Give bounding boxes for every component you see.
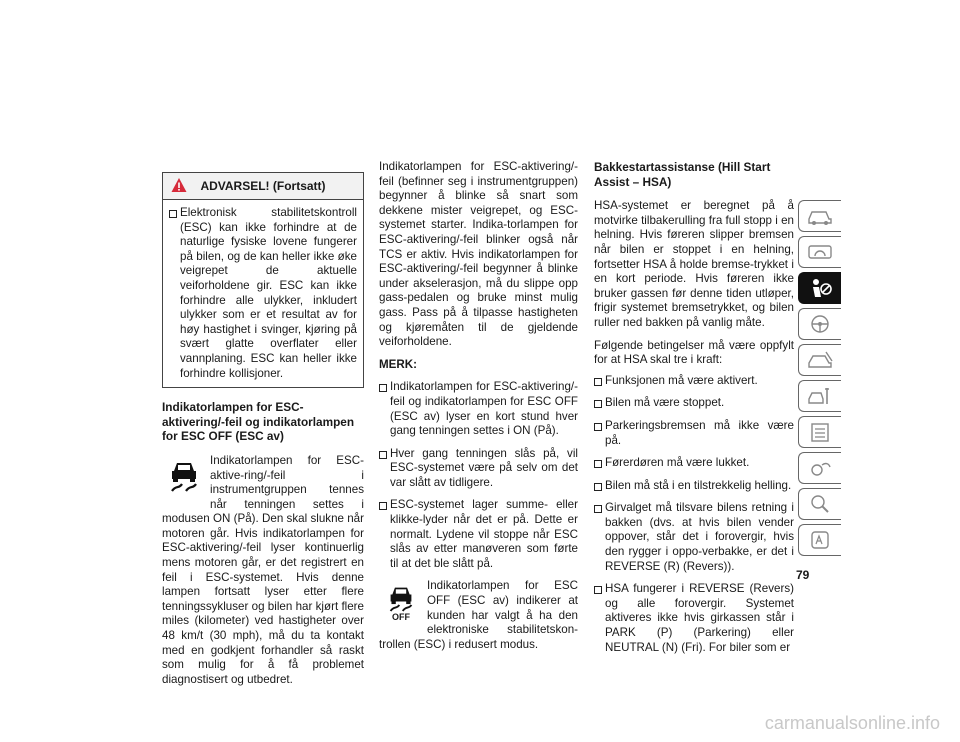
note-item: Indikatorlampen for ESC-aktivering/-feil og indikatorlampen for ESC OFF (ESC av) lyser en kort stund hver gang tenningen settes i ON (På). [379, 380, 578, 438]
condition-item: Funksjonen må være aktivert. [594, 374, 794, 389]
warning-title: ADVARSEL! (Fortsatt) [200, 179, 326, 193]
dashboard-icon [806, 242, 834, 262]
section1-paragraph: Indikatorlampen for ESC-aktive-ring/-feil i instrumentgruppen tennes når tenningen settes i modusen ON (På). Den skal slukne når motoren går. Hvis indikatorlampen for ESC-aktivering/-feil lyser kontinuerlig mens motoren går, er det registrert en feil i ESC-systemet. Hvis denne lampen fortsatt lyser etter flere tenningssykluser og bilen har kjørt flere miles (kilometer) ved hastigheter over 48 km/t (30 mph), må du ta kontakt med en godkjent forhandler så raskt som mulig for å få problemet diagnostisert og utbedret. [162, 453, 364, 686]
column-middle [379, 160, 578, 660]
page-number: 79 [796, 568, 810, 582]
note-item: Hver gang tenningen slås på, vil ESC-systemet være på selv om det var slått av tidligere. [379, 447, 578, 491]
footer-watermark: carmanualsonline.info [764, 713, 940, 733]
esc-off-paragraph: Indikatorlampen for ESC OFF (ESC av) indikerer at kunden har valgt å ha den elektroniske stabilitetskon-trollen (ESC) i redusert modus. [379, 579, 578, 651]
section1-heading: Indikatorlampen for ESC-aktivering/-feil og indikatorlampen for ESC OFF (ESC av) [162, 400, 355, 444]
tab-driving[interactable] [798, 308, 841, 340]
checklist-icon [806, 421, 834, 443]
section3-heading: Bakkestartassistanse (Hill Start Assist – HSA) [594, 160, 771, 189]
note-list [379, 380, 578, 571]
tab-index[interactable] [798, 524, 841, 556]
steering-wheel-icon [806, 313, 834, 335]
warning-header [163, 173, 363, 200]
esc-off-icon [379, 581, 423, 625]
tab-vehicle-info[interactable] [798, 200, 841, 232]
condition-item: Parkeringsbremsen må ikke være på. [594, 419, 794, 448]
esc-off-icon-label: OFF [392, 612, 410, 623]
airbag-person-icon [806, 277, 834, 299]
section3-paragraph1: HSA-systemet er beregnet på å motvirke tilbakerulling fra full stopp i en helning. Hvis føreren slipper bremsen når bilen er stoppet i en helning, fortsetter HSA å holde bremse-trykket i en kort periode. Hvis føreren ikke bruker gassen før denne tiden utløper, frigir systemet bremsetrykket, og bilen ruller ned bakken på vanlig måte. [594, 199, 794, 329]
magnifier-icon [806, 493, 834, 515]
tab-emergency[interactable] [798, 344, 841, 376]
abc-index-icon [806, 529, 834, 551]
esc-warning-icon [162, 456, 206, 496]
condition-item: Førerdøren må være lukket. [594, 456, 794, 471]
tab-instruments[interactable] [798, 236, 841, 268]
note-item: ESC-systemet lager summe- eller klikke-lyder når det er på. Dette er normalt. Lydene vil stoppe når ESC slås av etter manøveren som førte til at det ble slått på. [379, 498, 578, 571]
multimedia-icon [806, 457, 834, 479]
section2-paragraph: Indikatorlampen for ESC-aktivering/-feil (befinner seg i instrumentgruppen) begynner å blinke så snart som dekkene mister veigrepet, og ESC-systemet starter. Indika-torlampen for ESC-aktivering/-feil blinker også når TCS er aktiv. Hvis indikatorlampen for ESC-aktivering/-feil begynner å blinke under akselerasjon, må du slippe opp gass-pedalen og bruke minst mulig gass. Pass på å tilpasse hastigheten og kjøremåten til de gjeldende veiforholdene. [379, 160, 578, 349]
chapter-tabs [798, 200, 842, 560]
note-label: MERK: [379, 357, 417, 371]
warning-box [162, 172, 364, 388]
tab-service[interactable] [798, 380, 841, 412]
condition-list [594, 374, 794, 656]
tab-safety[interactable] [798, 272, 841, 304]
warning-triangle-icon [171, 177, 187, 193]
tab-customer-assistance[interactable] [798, 488, 841, 520]
tab-multimedia[interactable] [798, 452, 841, 484]
service-tools-icon [806, 385, 834, 407]
section3-paragraph2: Følgende betingelser må være oppfylt for at HSA skal tre i kraft: [594, 338, 794, 367]
emergency-car-icon [806, 349, 834, 371]
car-info-icon [806, 206, 834, 226]
condition-item: Bilen må stå i en tilstrekkelig helling. [594, 479, 794, 494]
condition-item: HSA fungerer i REVERSE (Revers) og alle forovergir. Systemet aktiveres ikke hvis girkassen står i PARK (P) (Parkering) eller NEUTRAL (N) (Fri). For biler som er [594, 582, 794, 655]
condition-item: Bilen må være stoppet. [594, 396, 794, 411]
warning-body [163, 200, 363, 387]
column-right [594, 160, 794, 663]
condition-item: Girvalget må tilsvare bilens retning i bakken (dvs. at hvis bilen vender oppover, står det i forovergir, hvis den rygger i oppo-verbakke, er det i REVERSE (R) (Revers)). [594, 501, 794, 574]
column-left [162, 172, 364, 695]
warning-item: Elektronisk stabilitetskontroll (ESC) kan ikke forhindre at de naturlige fysiske lovene fungerer på bilen, og de kan heller ikke øke veigrepet de aktuelle veiforholdene gir. ESC kan ikke forhindre alle ulykker, inkludert ulykker som er et resultat av for høy hastighet i svinger, kjøring på svært glatte overflater eller vannplaning. ESC kan heller ikke forhindre kollisjoner. [169, 206, 357, 381]
tab-specifications[interactable] [798, 416, 841, 448]
